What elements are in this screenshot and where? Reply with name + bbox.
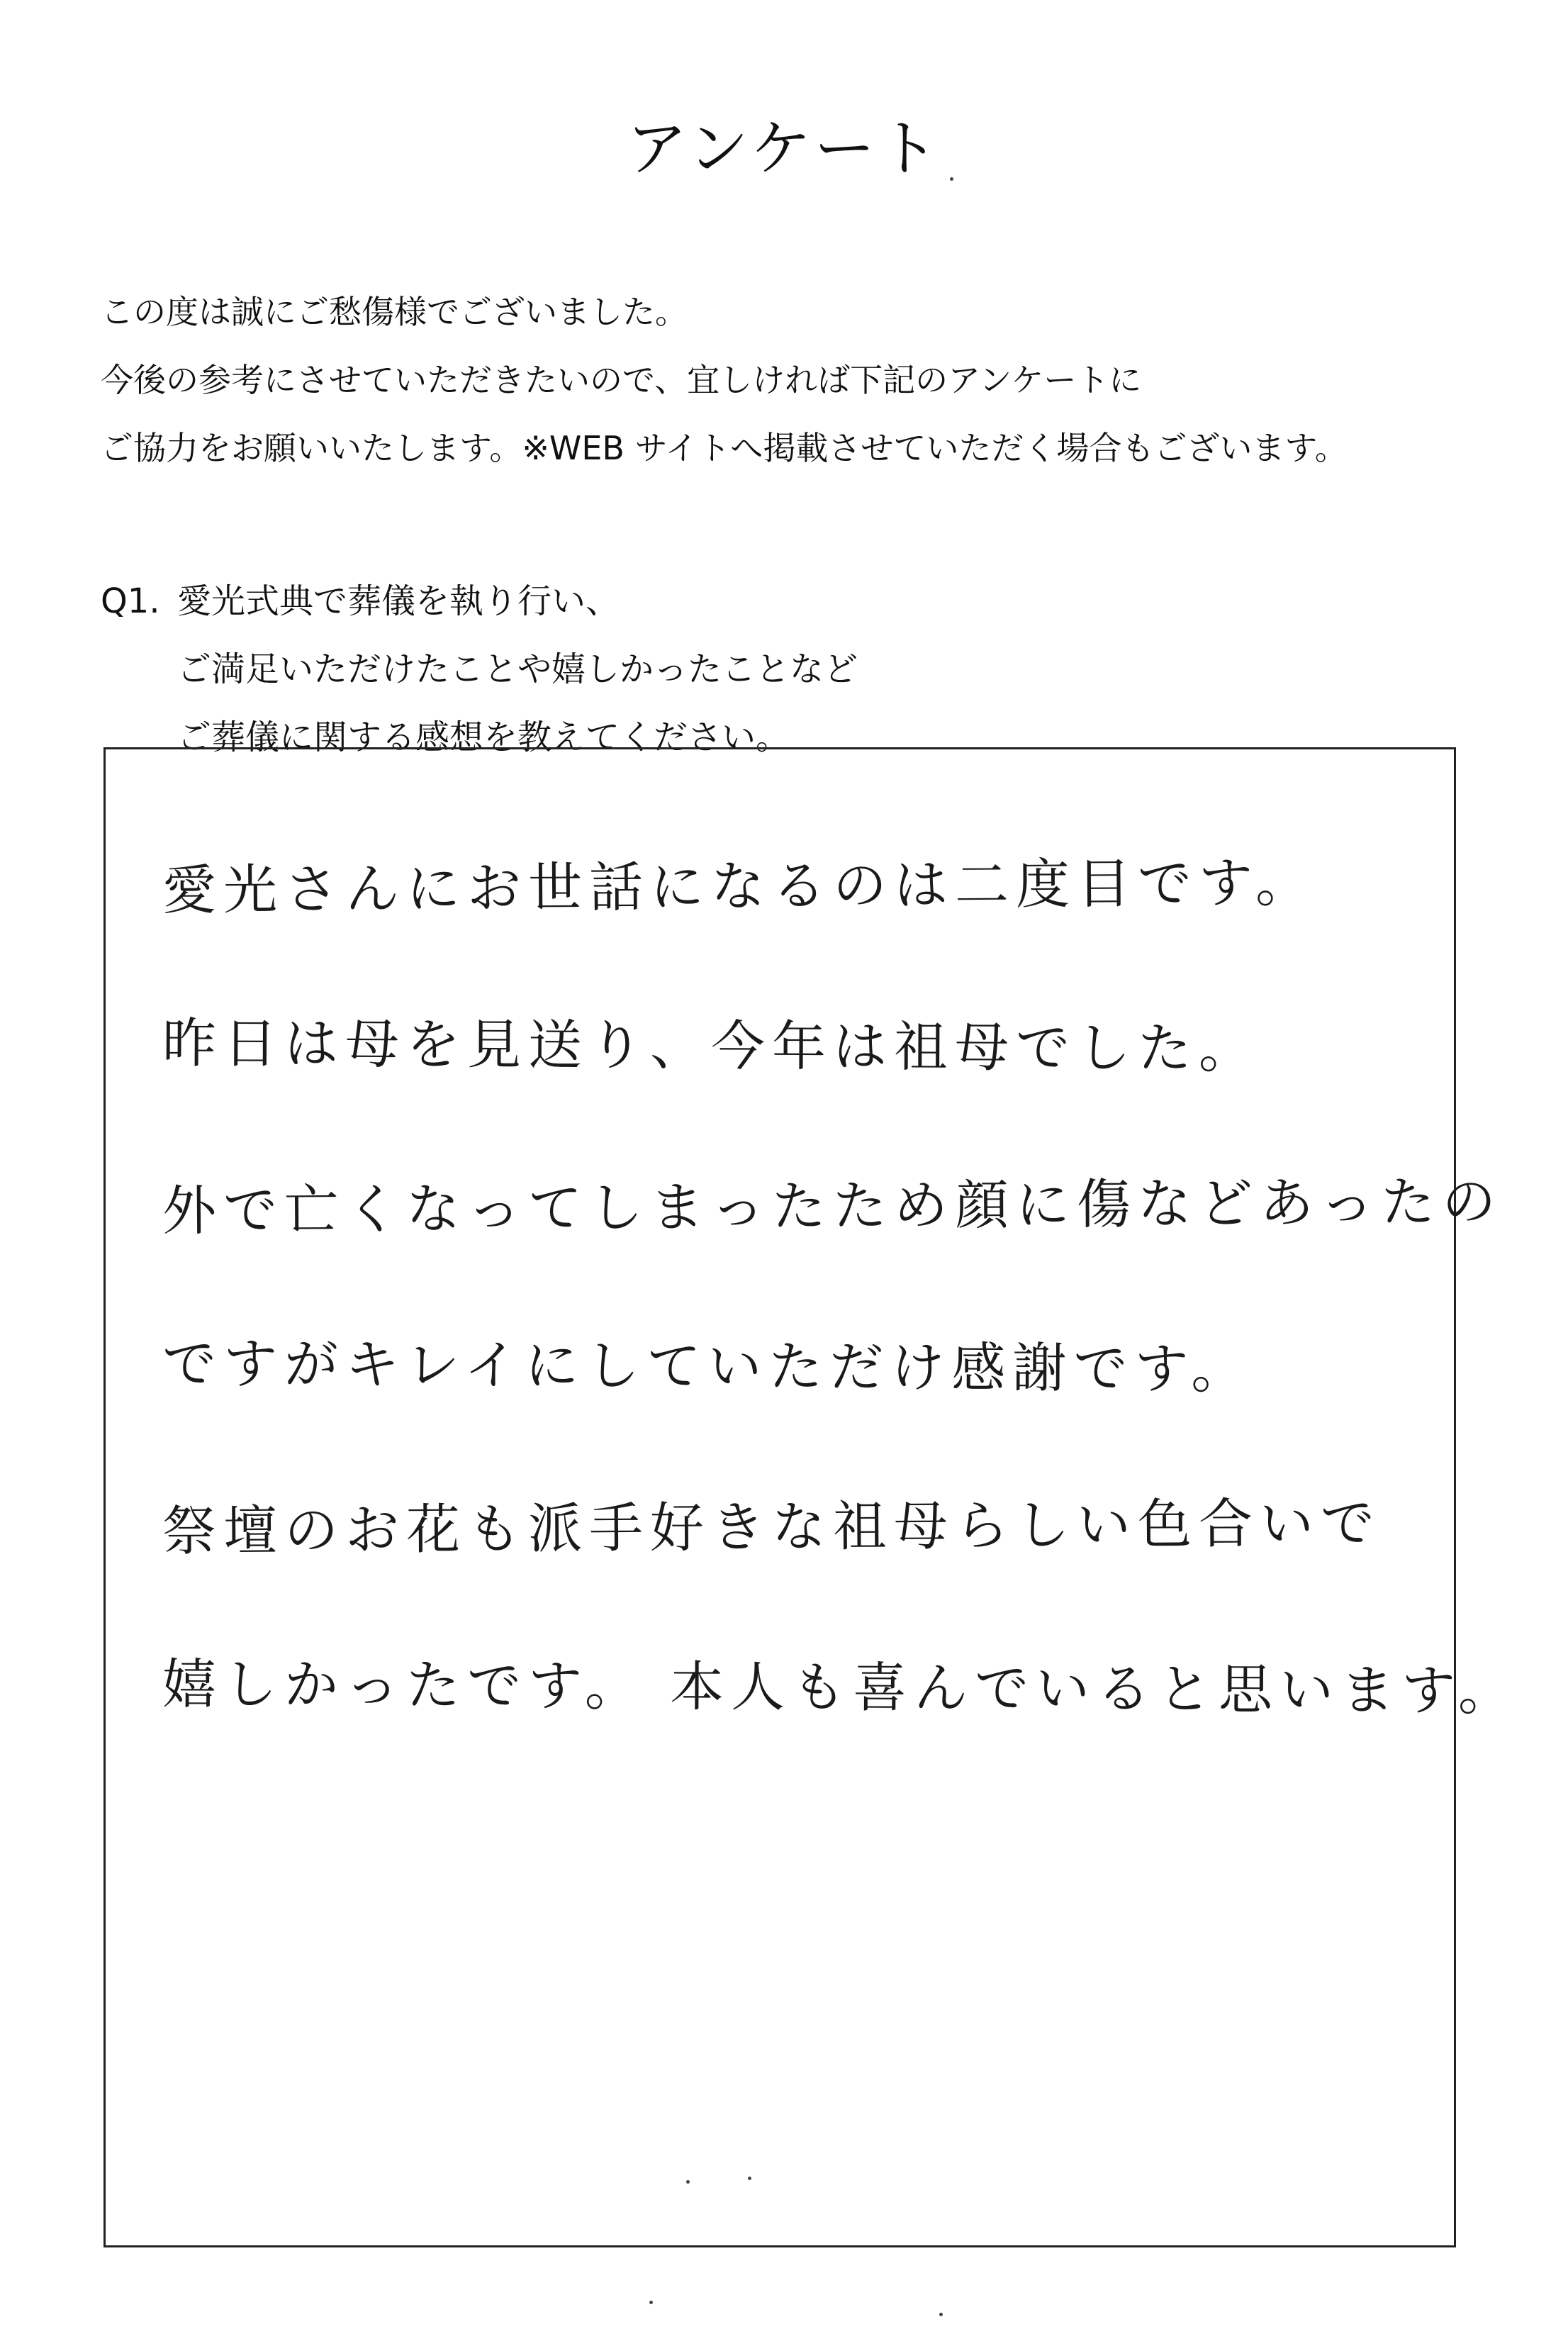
- question-line: ご満足いただけたことや嬉しかったことなど: [177, 649, 858, 689]
- scan-speck: [649, 2301, 653, 2304]
- scan-speck: [939, 2313, 943, 2316]
- intro-text: [101, 278, 1490, 482]
- scan-speck: [748, 2177, 751, 2180]
- question-number: Q1.: [101, 581, 160, 621]
- answer-line: 嬉しかったです。 本人も喜んでいると思います。: [162, 1652, 1520, 1723]
- answer-line: ですがキレイにしていただけ感謝です。: [162, 1331, 1253, 1401]
- scan-speck: [686, 2180, 690, 2184]
- question-first-row: [101, 567, 1490, 635]
- answer-line: 祭壇のお花も派手好きな祖母らしい色合いで: [162, 1491, 1382, 1563]
- intro-line: ご協力をお願いいたします。※WEB サイトへ掲載させていただく場合もございます。: [101, 429, 1348, 467]
- page-title: アンケート: [626, 113, 942, 184]
- question-line: 愛光式典で葬儀を執り行い、: [177, 581, 620, 621]
- answer-line: 愛光さんにお世話になるのは二度目です。: [162, 850, 1317, 922]
- intro-line: 今後の参考にさせていただきたいので、宜しければ下記のアンケートに: [101, 361, 1142, 399]
- question-line: ご葬儀に関する感想を教えてください。: [177, 717, 790, 757]
- question-block: [101, 567, 1490, 771]
- answer-box: [103, 747, 1520, 2247]
- answer-line: 外で亡くなってしまったため顔に傷などあったの: [162, 1169, 1503, 1243]
- handwritten-answer: [162, 806, 1520, 1767]
- scan-speck: [950, 177, 953, 181]
- answer-line: 昨日は母を見送り、今年は祖母でした。: [162, 1011, 1260, 1080]
- intro-line: この度は誠にご愁傷様でございました。: [101, 293, 688, 331]
